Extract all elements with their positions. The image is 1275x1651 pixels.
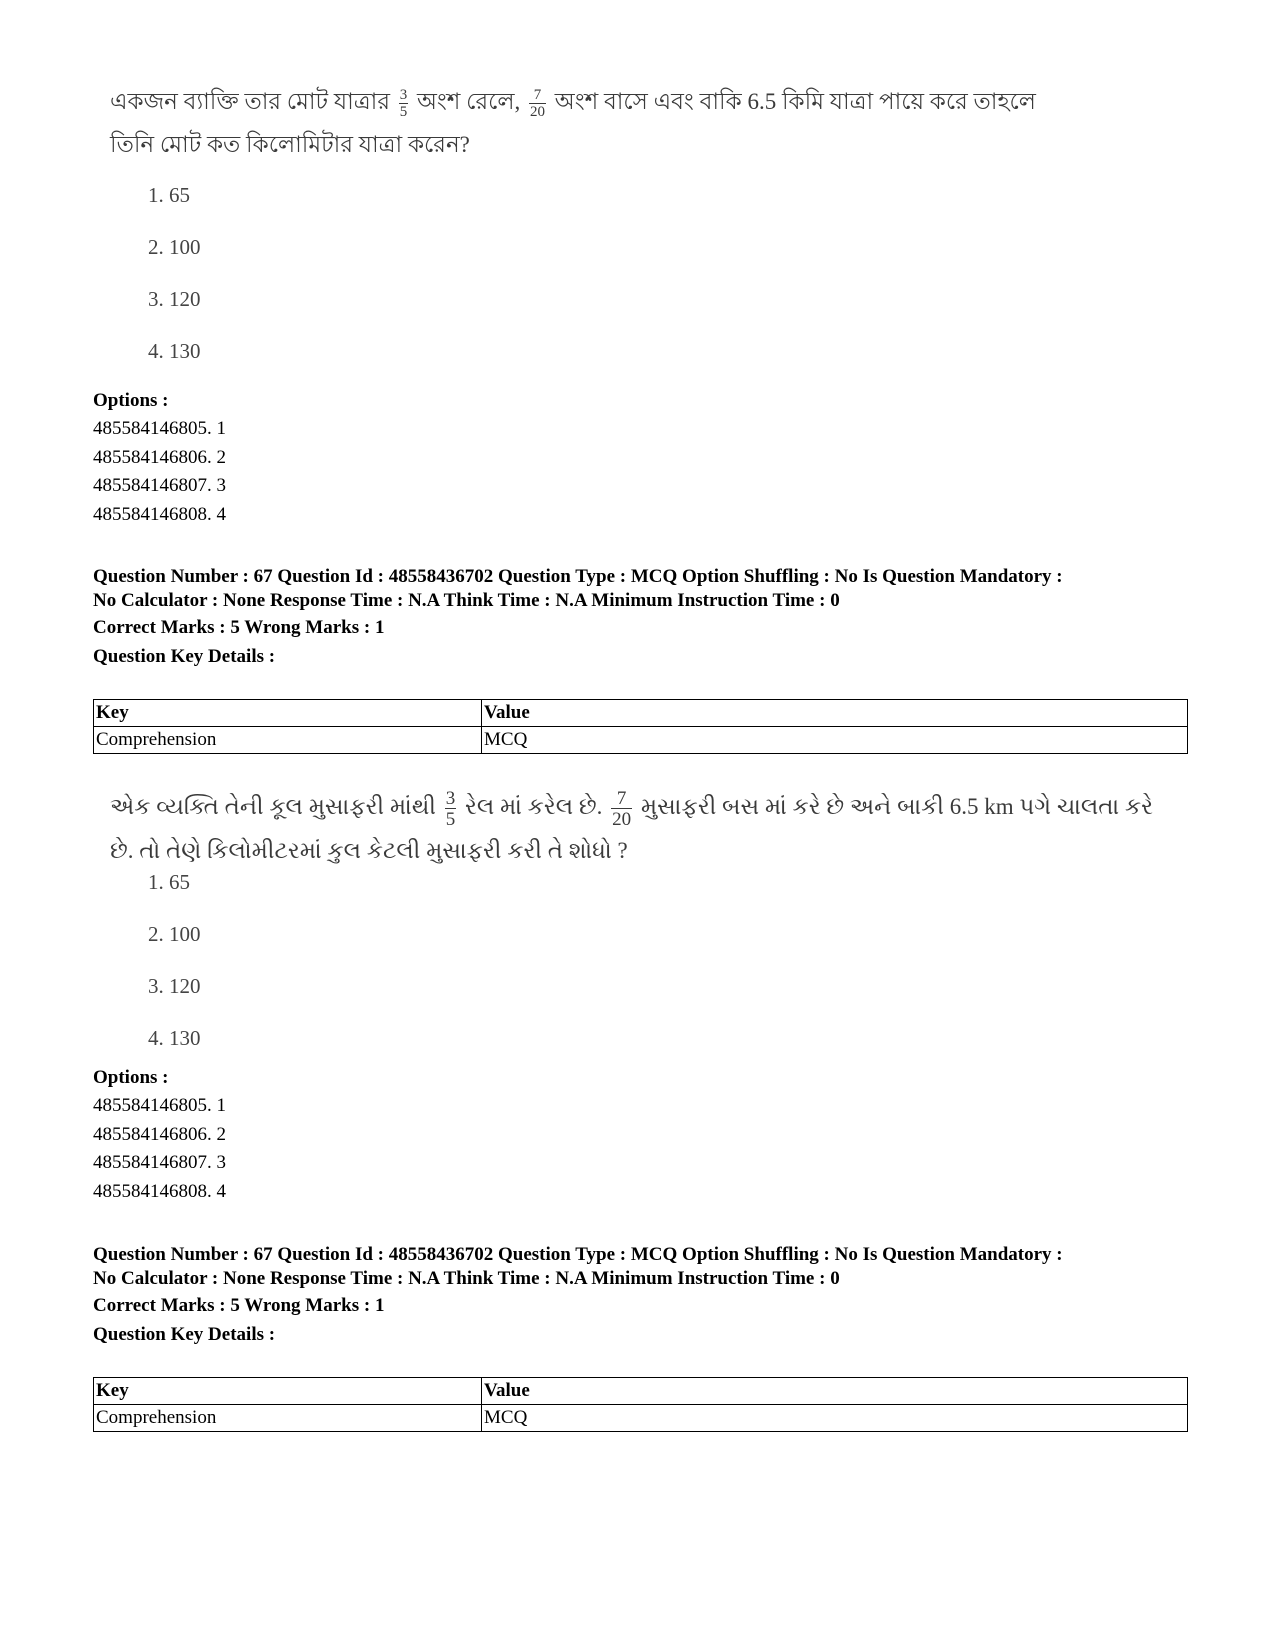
answer-choice: 4. 130 [148,1026,201,1050]
question-image-bengali [110,80,1036,363]
key-value-table [93,699,1188,754]
option-item: 485584146808. 4 [93,503,226,525]
answer-choice: 2. 100 [148,922,201,946]
question-meta-line-1: Question Number : 67 Question Id : 48558436702 Question Type : MCQ Option Shuffling : No Is Question Mandatory : [93,566,1063,587]
answer-choice: 3. 120 [148,287,201,311]
option-item: 485584146807. 3 [93,475,226,496]
answer-choice: 1. 65 [148,870,190,894]
question-meta-line-2: No Calculator : None Response Time : N.A Think Time : N.A Minimum Instruction Time : 0 [93,590,840,611]
options-title: Options : [93,1067,169,1088]
fraction-denominator: 20 [530,103,546,120]
question-text-line-1 [110,785,1153,829]
fraction-numerator: 3 [445,787,456,809]
question-text-segment: એક વ્યક્તિ તેની કૂલ મુસાફરી માંથી [110,794,436,819]
question-text-segment: રેલ માં કરેલ છે. [464,794,603,819]
table-cell-key: Comprehension [94,727,482,754]
fraction-numerator: 7 [533,86,542,103]
answer-choice: 4. 130 [148,339,201,363]
fraction-denominator: 20 [612,808,632,830]
answer-choice: 2. 100 [148,235,201,259]
table-header-row [94,700,1188,727]
option-item: 485584146806. 2 [93,1123,226,1145]
question-text-line-2: তিনি মোট কত কিলোমিটার যাত্রা করেন? [110,132,470,157]
fraction-three-fifths [399,88,409,120]
option-item: 485584146806. 2 [93,446,226,468]
question-text-segment: অংশ রেলে, [416,89,521,114]
table-header-value: Value [482,1378,1188,1405]
fraction-denominator: 5 [399,103,408,120]
question-meta-section [93,565,1193,671]
table-row [94,727,1188,754]
question-text-line-1 [110,80,1036,123]
question-text-segment: একজন ব্যাক্তি তার মোট যাত্রার [110,89,390,114]
question-text-line-2: છે. તો તેણે કિલોમીટરમાં કુલ કેટલી મુસાફરી કરી તે શોધો ? [110,837,628,863]
table-cell-key: Comprehension [94,1405,482,1432]
table-cell-value: MCQ [482,1405,1188,1432]
answer-choice: 3. 120 [148,974,201,998]
table-header-key: Key [94,1378,482,1405]
question-text-segment: મુસાફરી બસ માં કરે છે અને બાકી 6.5 km પગે ચાલતા કરે [640,794,1154,819]
table-header-value: Value [482,700,1188,727]
question-text-segment: অংশ বাসে এবং বাকি 6.5 কিমি যাত্রা পায়ে করে তাহলে [554,89,1036,114]
question-meta-section [93,1243,1193,1349]
fraction-seven-twentieths [529,88,546,120]
key-value-table [93,1377,1188,1432]
answer-choice: 1. 65 [148,183,190,207]
table-header-row [94,1378,1188,1405]
fraction-numerator: 7 [616,787,627,809]
key-details-title: Question Key Details : [93,1324,276,1345]
option-item: 485584146805. 1 [93,1095,226,1116]
options-section [93,1063,1193,1206]
fraction-numerator: 3 [399,86,408,103]
option-item: 485584146807. 3 [93,1152,226,1173]
table-cell-value: MCQ [482,727,1188,754]
question-meta-line-1: Question Number : 67 Question Id : 48558436702 Question Type : MCQ Option Shuffling : No Is Question Mandatory : [93,1244,1063,1265]
option-item: 485584146808. 4 [93,1180,226,1202]
table-row [94,1405,1188,1432]
marks-line: Correct Marks : 5 Wrong Marks : 1 [93,617,385,638]
question-meta-line-2: No Calculator : None Response Time : N.A Think Time : N.A Minimum Instruction Time : 0 [93,1268,840,1289]
question-image-gujarati [110,785,1154,1050]
table-header-key: Key [94,700,482,727]
fraction-seven-twentieths [611,789,632,829]
option-item: 485584146805. 1 [93,418,226,439]
options-title: Options : [93,390,169,411]
key-details-title: Question Key Details : [93,646,276,667]
options-section [93,386,1193,529]
marks-line: Correct Marks : 5 Wrong Marks : 1 [93,1295,385,1316]
fraction-denominator: 5 [445,808,456,830]
fraction-three-fifths [445,789,457,829]
